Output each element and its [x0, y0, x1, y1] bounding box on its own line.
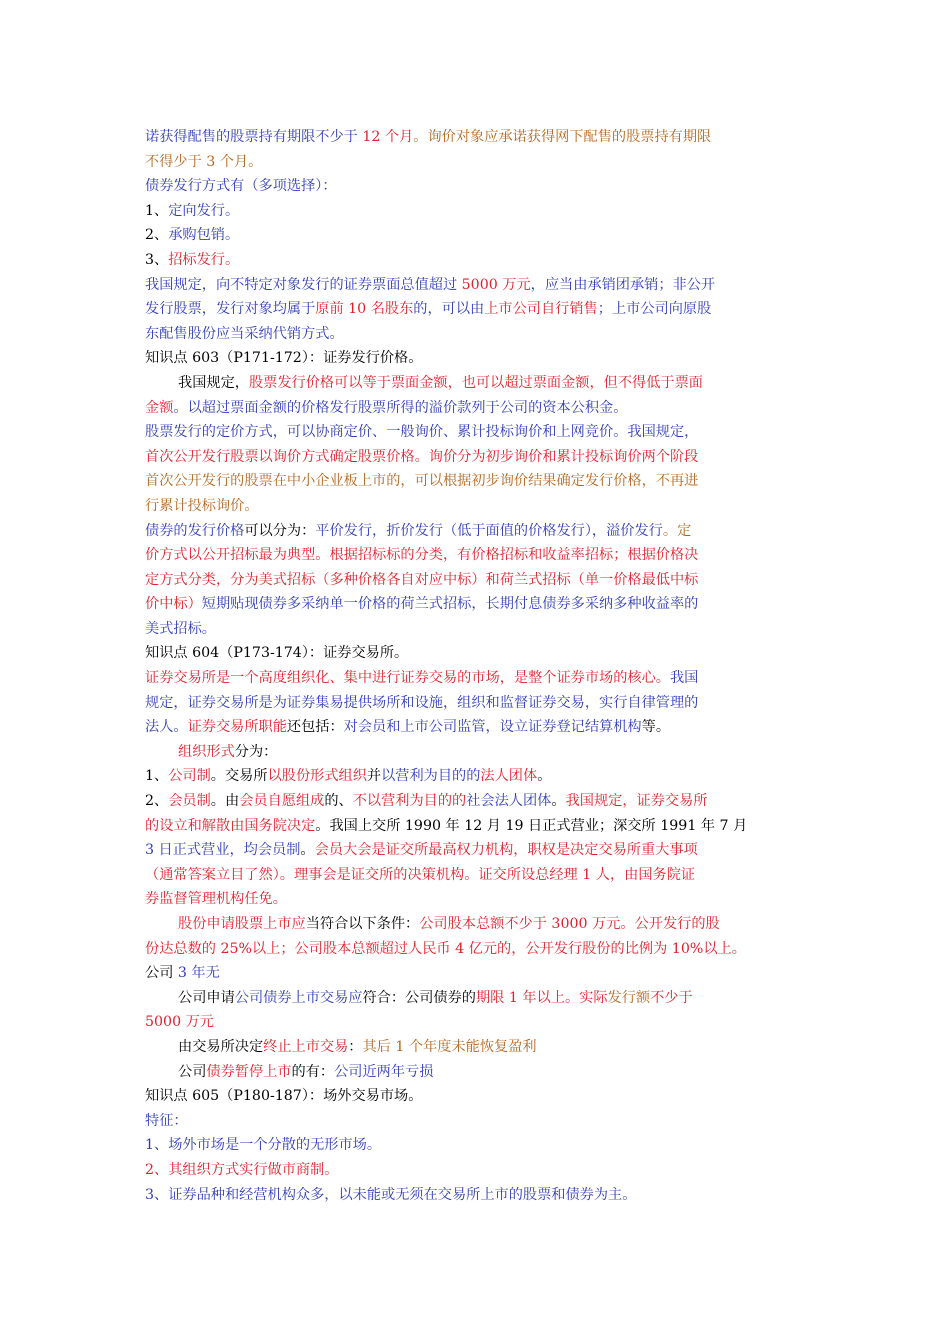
text-line — [145, 1060, 815, 1085]
text-segment: 。交易所 — [210, 768, 268, 785]
text-segment: ；上市公司向原股 — [597, 301, 712, 318]
text-line — [145, 125, 815, 150]
text-segment: 券监督管理机构任免。 — [145, 891, 287, 908]
text-segment: 终止上市交易 — [263, 1038, 349, 1055]
text-line — [145, 519, 815, 544]
text-segment: 12 个月 — [362, 129, 414, 145]
text-line — [145, 789, 815, 814]
text-line — [145, 740, 815, 765]
text-segment: 我国 — [669, 670, 699, 687]
text-segment: 法人团体 — [480, 768, 538, 785]
text-segment: 公司制 — [168, 768, 211, 785]
text-segment: 。 — [300, 842, 315, 859]
text-line — [145, 1109, 815, 1134]
text-segment: 。由 — [210, 793, 240, 810]
text-segment: 公司近两年亏损 — [334, 1063, 434, 1080]
text-segment: 知识点 603（P171-172）：证券发行价格。 — [145, 350, 423, 367]
text-line — [145, 691, 815, 716]
text-line — [145, 961, 815, 986]
text-segment: 法人。 — [145, 719, 188, 736]
text-line — [145, 150, 815, 175]
text-segment: 以股份形式组织 — [267, 768, 367, 785]
text-line — [145, 814, 815, 839]
text-segment: 由交易所决定 — [178, 1038, 264, 1055]
text-line — [145, 223, 815, 248]
text-line — [145, 420, 815, 445]
text-segment: 的、 — [324, 793, 353, 810]
text-segment: 等。 — [641, 719, 671, 736]
text-line — [145, 912, 815, 937]
text-segment: 2、 — [145, 227, 169, 244]
text-line — [145, 592, 815, 617]
text-segment: 承购包销。 — [168, 227, 240, 244]
text-line — [145, 248, 815, 273]
text-segment: 定向发行。 — [168, 202, 240, 219]
text-segment: 的，可以由 — [413, 301, 485, 318]
text-segment: 3、 — [145, 251, 169, 268]
text-line — [145, 174, 815, 199]
text-segment: 不少于 — [650, 989, 693, 1006]
text-segment: 其后 1 个年度未能恢复盈利 — [362, 1038, 537, 1055]
text-line — [145, 396, 815, 421]
text-segment: 。我国上交所 1990 年 12 月 19 日正式营业；深交所 1991 年 7 月 — [315, 817, 748, 834]
text-segment: 发行股票，发行对象均属于 — [145, 301, 316, 318]
text-line — [145, 445, 815, 470]
text-segment: 东配售股份应当采纳代销方式。 — [145, 325, 344, 342]
text-line — [145, 937, 815, 962]
text-segment: 。 — [537, 768, 552, 785]
text-segment: 证券交易所是一个高度组织化、集中进行证券交易的市场，是整个证券市场的核心。 — [145, 670, 670, 687]
text-segment: 上市公司自行销售 — [484, 301, 598, 318]
text-segment: 原前 10 名股东 — [315, 301, 414, 318]
text-segment: 价中标） — [145, 596, 202, 613]
text-segment: 还包括： — [286, 719, 344, 736]
text-segment: 的设立和解散由国务院决定 — [145, 817, 316, 834]
text-segment: 会员大会是证交所最高权力机构，职权是决定交易所重大事项 — [314, 842, 698, 859]
text-segment: 诺获得配售的股票持有期限不少于 — [145, 129, 363, 145]
text-segment: 公司申请 — [178, 989, 235, 1006]
text-segment: 3 年无 — [177, 965, 220, 982]
text-segment: 不得少于 3 个月。 — [145, 153, 263, 170]
text-line — [145, 1010, 815, 1035]
text-line — [145, 568, 815, 593]
text-segment: 。以超过票面金额的价格发行股票所得的溢价款列于公司的资本公积金。 — [173, 399, 628, 416]
text-segment: 股份申请股票上市应 — [178, 916, 306, 932]
text-segment: 会员自愿组成 — [239, 793, 325, 810]
text-segment: 并 — [366, 768, 382, 785]
text-segment: 公司 — [178, 1063, 207, 1080]
text-segment: 股票发行的定价方式，可以协商定价、一般询价、累计投标询价和上网竞价。我国规定， — [145, 424, 699, 441]
text-segment: 债券发行方式有（多项选择）： — [145, 178, 337, 195]
text-line — [145, 199, 815, 224]
document-body — [145, 125, 815, 1207]
text-segment: 知识点 604（P173-174）：证券交易所。 — [145, 645, 409, 662]
text-segment: 分为： — [234, 743, 278, 760]
text-segment: ，应当由承销团承销；非公开 — [530, 276, 716, 293]
text-segment: 5000 万元 — [145, 1014, 214, 1031]
text-segment: 组织形式 — [178, 743, 235, 760]
text-segment: 期限 1 年以上。实际 — [475, 989, 608, 1006]
text-line — [145, 887, 815, 912]
text-line — [145, 666, 815, 691]
text-segment: 会员制 — [168, 793, 211, 810]
text-segment: 公司股本总额不少于 3000 万元。公开发行的股 — [419, 916, 720, 932]
text-line — [145, 346, 815, 371]
text-segment: 我国规定，向不特定对象发行的证券票面总值超过 — [145, 276, 462, 293]
text-segment: 2、其组织方式实行做市商制。 — [145, 1161, 339, 1178]
text-segment: 行累计投标询价。 — [145, 497, 259, 514]
text-segment: 我国规定， — [178, 374, 249, 391]
text-segment: 短期贴现债券多采纳单一价格的荷兰式招标，长期付息债券多采纳多种收益率的 — [201, 596, 699, 613]
text-segment: 金额 — [145, 399, 174, 416]
text-segment: 2、 — [145, 793, 169, 810]
text-line — [145, 986, 815, 1011]
text-segment: 股票发行价格可以等于票面金额，也可以超过票面金额，但不得低于票面 — [248, 374, 703, 391]
text-line — [145, 641, 815, 666]
text-segment: 公司 — [145, 965, 178, 982]
text-line — [145, 1133, 815, 1158]
text-segment: 可以分为： — [244, 522, 316, 539]
text-segment: 招标发行。 — [168, 251, 240, 268]
text-segment: 3、证券品种和经营机构众多，以未能或无须在交易所上市的股票和债券为主。 — [145, 1186, 637, 1203]
text-line — [145, 863, 815, 888]
text-segment: 规定，证券交易所是为证券集易提供场所和设施，组织和监督证券交易，实行自律管理的 — [145, 694, 699, 711]
text-line — [145, 543, 815, 568]
text-segment: 。 — [551, 793, 566, 810]
text-segment: 公司债券上市交易应 — [234, 989, 363, 1006]
text-segment: 对会员和上市公司监管，设立证券登记结算机构 — [343, 719, 642, 736]
text-line — [145, 273, 815, 298]
text-segment: 1、 — [145, 202, 169, 219]
text-line — [145, 469, 815, 494]
text-line — [145, 297, 815, 322]
text-segment: 证券交易所职能 — [187, 719, 287, 736]
text-segment: 1、场外市场是一个分散的无形市场。 — [145, 1137, 382, 1154]
text-line — [145, 617, 815, 642]
text-line — [145, 371, 815, 396]
text-segment: 当符合以下条件： — [305, 916, 420, 932]
text-segment: 平价发行，折价发行（低于面值的价格发行），溢价发行 — [315, 522, 663, 539]
text-segment: 价方式以公开招标最为典型。根据招标标的分类，有价格招标和收益率招标；根据价格决 — [145, 547, 699, 564]
text-segment: 。定 — [662, 522, 692, 539]
text-line — [145, 1035, 815, 1060]
text-segment: 。询价对象应承诺获得网下配售的股票持有期限 — [413, 129, 712, 145]
text-segment: 首次公开发行股票以询价方式确定股票价格。询价分为初步询价和累计投标询价两个阶段 — [145, 448, 699, 465]
text-line — [145, 494, 815, 519]
text-line — [145, 838, 815, 863]
text-line — [145, 764, 815, 789]
text-segment: 我国规定，证券交易所 — [565, 793, 708, 810]
text-segment: 特征： — [145, 1112, 188, 1129]
text-line — [145, 1084, 815, 1109]
text-segment: ： — [348, 1038, 363, 1055]
text-segment: 不以营利为目的的 — [352, 793, 467, 810]
text-segment: 份达总数的 25%以上；公司股本总额超过人民币 4 亿元的，公开发行股份的比例为 10%以上。 — [145, 940, 746, 957]
text-line — [145, 322, 815, 347]
text-segment: 以营利为目的的 — [381, 768, 481, 785]
text-segment: 3 日正式营业，均会员制 — [145, 842, 301, 859]
text-segment: 社会法人团体 — [466, 793, 552, 810]
text-segment: 发行额 — [607, 989, 651, 1006]
text-segment: （通常答案立目了然）。理事会是证交所的决策机构。证交所设总经理 1 人，由国务院证 — [145, 866, 696, 883]
text-segment: 首次公开发行的股票在中小企业板上市的，可以根据初步询价结果确定发行价格，不再进 — [145, 473, 699, 490]
text-segment: 1、 — [145, 768, 169, 785]
text-segment: 知识点 605（P180-187）：场外交易市场。 — [145, 1088, 423, 1105]
text-segment: 美式招标。 — [145, 620, 216, 637]
text-segment: 定方式分类，分为美式招标（多种价格各自对应中标）和荷兰式招标（单一价格最低中标 — [145, 571, 699, 588]
text-segment: 符合：公司债券的 — [362, 989, 476, 1006]
text-line — [145, 1158, 815, 1183]
text-segment: 5000 万元 — [461, 276, 531, 293]
text-segment: 债券的发行价格 — [145, 522, 245, 539]
text-line — [145, 715, 815, 740]
text-line — [145, 1183, 815, 1208]
text-segment: 的有： — [291, 1063, 335, 1080]
text-segment: 债券暂停上市 — [206, 1063, 292, 1080]
